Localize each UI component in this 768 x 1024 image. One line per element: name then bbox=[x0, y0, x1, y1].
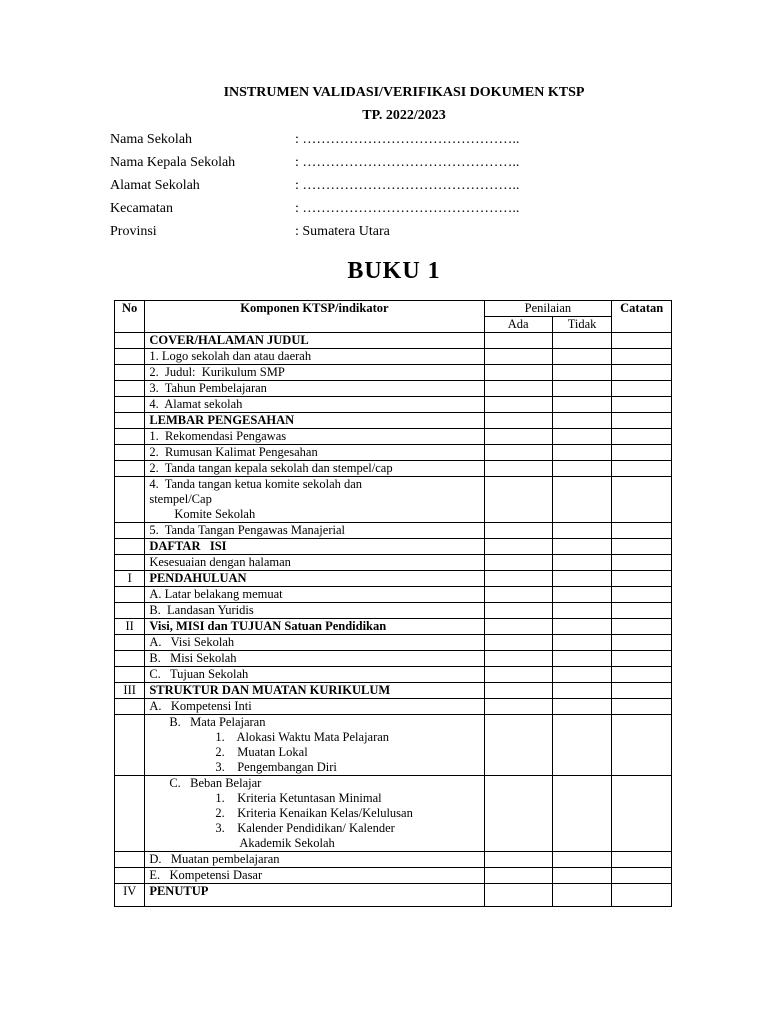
row-item bbox=[145, 445, 484, 461]
row-number bbox=[115, 381, 145, 397]
row-item bbox=[145, 413, 484, 429]
document-title: INSTRUMEN VALIDASI/VERIFIKASI DOKUMEN KTSP bbox=[223, 85, 585, 100]
row-number bbox=[115, 333, 145, 349]
tidak-cell[interactable] bbox=[552, 333, 612, 349]
table-row bbox=[115, 683, 672, 699]
item-line: C. Beban Belajar bbox=[169, 776, 262, 790]
row-number: IV bbox=[115, 884, 145, 907]
row-number bbox=[115, 365, 145, 381]
tidak-cell[interactable] bbox=[552, 381, 612, 397]
tidak-cell[interactable] bbox=[552, 555, 612, 571]
table-row bbox=[115, 539, 672, 555]
table-row bbox=[115, 429, 672, 445]
ada-cell[interactable] bbox=[484, 868, 552, 884]
row-number bbox=[115, 429, 145, 445]
tidak-cell[interactable] bbox=[552, 365, 612, 381]
ada-cell[interactable] bbox=[484, 852, 552, 868]
catatan-cell[interactable] bbox=[612, 461, 672, 477]
item-line: 3. Kalender Pendidikan/ Kalender bbox=[215, 821, 395, 835]
tidak-cell[interactable] bbox=[552, 539, 612, 555]
table-row bbox=[115, 884, 672, 907]
row-number: III bbox=[115, 683, 145, 699]
item-line: D. Muatan pembelajaran bbox=[149, 852, 280, 866]
table-row bbox=[115, 715, 672, 776]
item-line: Akademik Sekolah bbox=[239, 836, 335, 850]
info-value: : Sumatera Utara bbox=[295, 224, 390, 239]
tidak-cell[interactable] bbox=[552, 776, 612, 852]
tidak-cell[interactable] bbox=[552, 699, 612, 715]
ada-cell[interactable] bbox=[484, 776, 552, 852]
ada-cell[interactable] bbox=[484, 555, 552, 571]
row-number bbox=[115, 587, 145, 603]
row-item bbox=[145, 365, 484, 381]
ada-cell[interactable] bbox=[484, 349, 552, 365]
row-number bbox=[115, 776, 145, 852]
tidak-cell[interactable] bbox=[552, 603, 612, 619]
table-row bbox=[115, 555, 672, 571]
ada-cell[interactable] bbox=[484, 429, 552, 445]
tidak-cell[interactable] bbox=[552, 667, 612, 683]
row-number bbox=[115, 667, 145, 683]
tidak-cell[interactable] bbox=[552, 523, 612, 539]
catatan-cell[interactable] bbox=[612, 477, 672, 523]
catatan-cell[interactable] bbox=[612, 852, 672, 868]
tidak-cell[interactable] bbox=[552, 619, 612, 635]
table-row bbox=[115, 365, 672, 381]
row-number bbox=[115, 603, 145, 619]
table-row bbox=[115, 571, 672, 587]
row-item bbox=[145, 683, 484, 699]
info-label: Alamat Sekolah bbox=[110, 178, 200, 193]
row-item bbox=[145, 651, 484, 667]
item-line: B. Landasan Yuridis bbox=[149, 603, 254, 617]
item-line: E. Kompetensi Dasar bbox=[149, 868, 263, 882]
info-value: : ……………………………………….. bbox=[295, 155, 520, 170]
catatan-cell[interactable] bbox=[612, 715, 672, 776]
catatan-cell[interactable] bbox=[612, 397, 672, 413]
ada-cell[interactable] bbox=[484, 587, 552, 603]
table-row bbox=[115, 667, 672, 683]
row-number bbox=[115, 349, 145, 365]
table-row bbox=[115, 776, 672, 852]
info-value: : ……………………………………….. bbox=[295, 132, 520, 147]
row-item bbox=[145, 477, 484, 523]
item-line: B. Mata Pelajaran bbox=[169, 715, 266, 729]
item-line: 5. Tanda Tangan Pengawas Manajerial bbox=[149, 523, 345, 537]
tidak-cell[interactable] bbox=[552, 683, 612, 699]
ada-cell[interactable] bbox=[484, 603, 552, 619]
row-item bbox=[145, 571, 484, 587]
table-row bbox=[115, 587, 672, 603]
tidak-cell[interactable] bbox=[552, 852, 612, 868]
ada-cell[interactable] bbox=[484, 571, 552, 587]
item-line: A. Kompetensi Inti bbox=[149, 699, 252, 713]
table-row bbox=[115, 477, 672, 523]
item-line: A. Latar belakang memuat bbox=[149, 587, 283, 601]
row-item bbox=[145, 555, 484, 571]
header-no: No bbox=[115, 301, 145, 333]
row-number bbox=[115, 635, 145, 651]
tidak-cell[interactable] bbox=[552, 477, 612, 523]
table-row bbox=[115, 413, 672, 429]
row-number bbox=[115, 852, 145, 868]
row-item bbox=[145, 884, 484, 907]
item-line: 1. Rekomendasi Pengawas bbox=[149, 429, 287, 443]
info-label: Kecamatan bbox=[110, 201, 173, 216]
row-number bbox=[115, 868, 145, 884]
tidak-cell[interactable] bbox=[552, 397, 612, 413]
book-heading: BUKU 1 bbox=[347, 258, 441, 284]
ada-cell[interactable] bbox=[484, 699, 552, 715]
item-line: stempel/Cap bbox=[149, 492, 212, 506]
catatan-cell[interactable] bbox=[612, 635, 672, 651]
row-number bbox=[115, 461, 145, 477]
row-number bbox=[115, 651, 145, 667]
row-item bbox=[145, 868, 484, 884]
catatan-cell[interactable] bbox=[612, 381, 672, 397]
catatan-cell[interactable] bbox=[612, 603, 672, 619]
row-item bbox=[145, 587, 484, 603]
catatan-cell[interactable] bbox=[612, 555, 672, 571]
table-row bbox=[115, 619, 672, 635]
row-number bbox=[115, 539, 145, 555]
row-number bbox=[115, 413, 145, 429]
tidak-cell[interactable] bbox=[552, 571, 612, 587]
ada-cell[interactable] bbox=[484, 445, 552, 461]
item-line: Komite Sekolah bbox=[149, 507, 256, 521]
header-item: Komponen KTSP/indikator bbox=[145, 301, 484, 333]
row-item bbox=[145, 715, 484, 776]
item-line: COVER/HALAMAN JUDUL bbox=[149, 333, 309, 347]
catatan-cell[interactable] bbox=[612, 523, 672, 539]
catatan-cell[interactable] bbox=[612, 571, 672, 587]
table-row bbox=[115, 349, 672, 365]
tidak-cell[interactable] bbox=[552, 445, 612, 461]
table-row bbox=[115, 445, 672, 461]
validation-table bbox=[114, 300, 672, 907]
ada-cell[interactable] bbox=[484, 667, 552, 683]
info-label: Nama Kepala Sekolah bbox=[110, 155, 236, 170]
ada-cell[interactable] bbox=[484, 635, 552, 651]
info-value: : ……………………………………….. bbox=[295, 178, 520, 193]
catatan-cell[interactable] bbox=[612, 699, 672, 715]
row-number bbox=[115, 555, 145, 571]
tidak-cell[interactable] bbox=[552, 587, 612, 603]
tidak-cell[interactable] bbox=[552, 413, 612, 429]
item-line: 1. Logo sekolah dan atau daerah bbox=[149, 349, 312, 363]
row-item bbox=[145, 852, 484, 868]
tidak-cell[interactable] bbox=[552, 349, 612, 365]
row-item bbox=[145, 349, 484, 365]
item-line: DAFTAR ISI bbox=[149, 539, 227, 553]
row-number: I bbox=[115, 571, 145, 587]
row-number bbox=[115, 715, 145, 776]
ada-cell[interactable] bbox=[484, 715, 552, 776]
row-item bbox=[145, 429, 484, 445]
ada-cell[interactable] bbox=[484, 381, 552, 397]
item-line: 2. Kriteria Kenaikan Kelas/Kelulusan bbox=[215, 806, 413, 820]
row-item bbox=[145, 539, 484, 555]
header-ada: Ada bbox=[484, 317, 552, 333]
table-row bbox=[115, 397, 672, 413]
row-item bbox=[145, 635, 484, 651]
row-item bbox=[145, 381, 484, 397]
catatan-cell[interactable] bbox=[612, 349, 672, 365]
table-row bbox=[115, 699, 672, 715]
table-row bbox=[115, 635, 672, 651]
header-tidak: Tidak bbox=[552, 317, 612, 333]
catatan-cell[interactable] bbox=[612, 365, 672, 381]
ada-cell[interactable] bbox=[484, 365, 552, 381]
table-row bbox=[115, 603, 672, 619]
row-item bbox=[145, 776, 484, 852]
catatan-cell[interactable] bbox=[612, 667, 672, 683]
ada-cell[interactable] bbox=[484, 619, 552, 635]
item-line: 1. Alokasi Waktu Mata Pelajaran bbox=[215, 730, 390, 744]
info-label: Provinsi bbox=[110, 224, 157, 239]
item-line: 2. Tanda tangan kepala sekolah dan stempel/cap bbox=[149, 461, 393, 475]
catatan-cell[interactable] bbox=[612, 651, 672, 667]
row-number bbox=[115, 445, 145, 461]
table-row bbox=[115, 381, 672, 397]
tidak-cell[interactable] bbox=[552, 429, 612, 445]
tidak-cell[interactable] bbox=[552, 635, 612, 651]
row-number bbox=[115, 477, 145, 523]
catatan-cell[interactable] bbox=[612, 429, 672, 445]
catatan-cell[interactable] bbox=[612, 413, 672, 429]
catatan-cell[interactable] bbox=[612, 683, 672, 699]
item-line: A. Visi Sekolah bbox=[149, 635, 235, 649]
row-item bbox=[145, 619, 484, 635]
item-line: B. Misi Sekolah bbox=[149, 651, 237, 665]
catatan-cell[interactable] bbox=[612, 619, 672, 635]
ada-cell[interactable] bbox=[484, 477, 552, 523]
ada-cell[interactable] bbox=[484, 523, 552, 539]
ada-cell[interactable] bbox=[484, 413, 552, 429]
tidak-cell[interactable] bbox=[552, 715, 612, 776]
ada-cell[interactable] bbox=[484, 651, 552, 667]
item-line: Kesesuaian dengan halaman bbox=[149, 555, 291, 569]
table-row bbox=[115, 651, 672, 667]
item-line: 4. Tanda tangan ketua komite sekolah dan bbox=[149, 477, 363, 491]
table-row bbox=[115, 523, 672, 539]
row-item bbox=[145, 333, 484, 349]
catatan-cell[interactable] bbox=[612, 333, 672, 349]
row-number bbox=[115, 397, 145, 413]
table-row bbox=[115, 333, 672, 349]
ada-cell[interactable] bbox=[484, 884, 552, 907]
row-number bbox=[115, 699, 145, 715]
tidak-cell[interactable] bbox=[552, 884, 612, 907]
ada-cell[interactable] bbox=[484, 333, 552, 349]
row-number: II bbox=[115, 619, 145, 635]
item-line: 3. Tahun Pembelajaran bbox=[149, 381, 267, 395]
row-item bbox=[145, 397, 484, 413]
item-line: Visi, MISI dan TUJUAN Satuan Pendidikan bbox=[149, 619, 387, 633]
catatan-cell[interactable] bbox=[612, 445, 672, 461]
item-line: 1. Kriteria Ketuntasan Minimal bbox=[215, 791, 382, 805]
item-line: STRUKTUR DAN MUATAN KURIKULUM bbox=[149, 683, 391, 697]
header-penilaian: Penilaian bbox=[484, 301, 612, 317]
catatan-cell[interactable] bbox=[612, 587, 672, 603]
row-item bbox=[145, 699, 484, 715]
catatan-cell[interactable] bbox=[612, 884, 672, 907]
tidak-cell[interactable] bbox=[552, 651, 612, 667]
catatan-cell[interactable] bbox=[612, 776, 672, 852]
item-line: PENUTUP bbox=[149, 884, 209, 898]
item-line: 2. Muatan Lokal bbox=[215, 745, 308, 759]
item-line: 4. Alamat sekolah bbox=[149, 397, 243, 411]
item-line: 2. Rumusan Kalimat Pengesahan bbox=[149, 445, 318, 459]
ada-cell[interactable] bbox=[484, 683, 552, 699]
item-line: 3. Pengembangan Diri bbox=[215, 760, 337, 774]
tidak-cell[interactable] bbox=[552, 868, 612, 884]
table-row bbox=[115, 461, 672, 477]
row-item bbox=[145, 667, 484, 683]
document-year: TP. 2022/2023 bbox=[362, 108, 446, 123]
table-body bbox=[115, 333, 672, 907]
row-item bbox=[145, 603, 484, 619]
catatan-cell[interactable] bbox=[612, 539, 672, 555]
item-line: PENDAHULUAN bbox=[149, 571, 247, 585]
ada-cell[interactable] bbox=[484, 461, 552, 477]
item-line: LEMBAR PENGESAHAN bbox=[149, 413, 295, 427]
catatan-cell[interactable] bbox=[612, 868, 672, 884]
table-row bbox=[115, 868, 672, 884]
info-value: : ……………………………………….. bbox=[295, 201, 520, 216]
header-catatan: Catatan bbox=[612, 301, 672, 333]
item-line: 2. Judul: Kurikulum SMP bbox=[149, 365, 285, 379]
tidak-cell[interactable] bbox=[552, 461, 612, 477]
row-item bbox=[145, 523, 484, 539]
info-label: Nama Sekolah bbox=[110, 132, 193, 147]
table-row bbox=[115, 852, 672, 868]
ada-cell[interactable] bbox=[484, 397, 552, 413]
row-number bbox=[115, 523, 145, 539]
item-line: C. Tujuan Sekolah bbox=[149, 667, 249, 681]
row-item bbox=[145, 461, 484, 477]
ada-cell[interactable] bbox=[484, 539, 552, 555]
